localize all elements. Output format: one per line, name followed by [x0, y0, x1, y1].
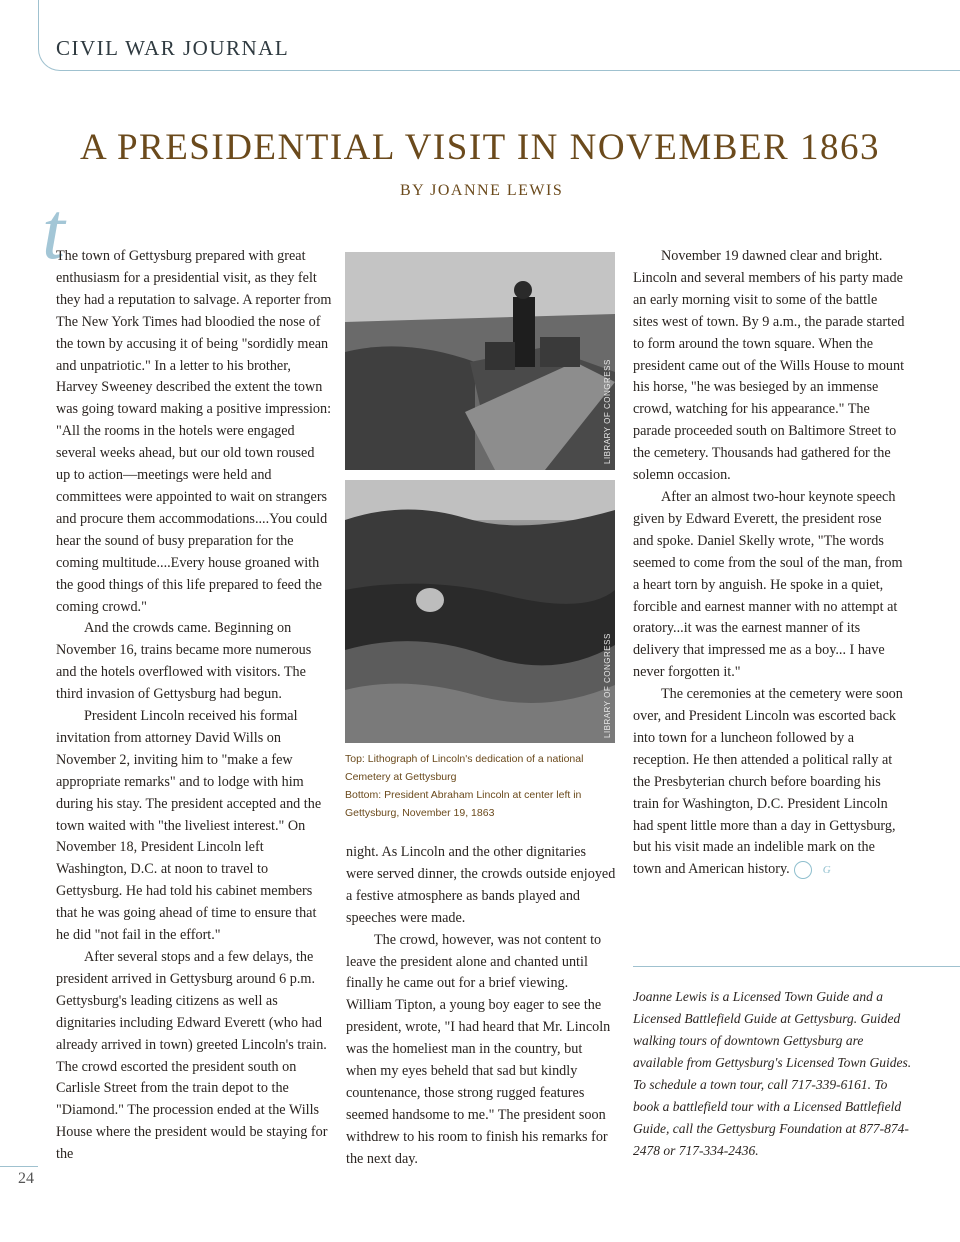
text-column-2 — [346, 842, 616, 1171]
text-column-3 — [633, 246, 905, 881]
page-number: 24 — [18, 1170, 34, 1187]
article-title: A PRESIDENTIAL VISIT IN NOVEMBER 1863 — [80, 127, 880, 168]
author-bio: Joanne Lewis is a Licensed Town Guide and a Licensed Battlefield Guide at Gettysburg. Guided walking tours of downtown Gettysburg are available from Gettysburg's Licensed Town Guides. To schedule a town tour, call 717-339-6161. To book a battlefield tour with a Licensed Battlefield Guide, call the Gettysburg Foundation at 877-874-2478 or 717-334-2436. — [633, 989, 912, 1158]
bio-divider — [633, 966, 960, 967]
photo-credit: LIBRARY OF CONGRESS — [603, 633, 612, 738]
crowd-photograph — [345, 480, 615, 743]
article-byline: BY JOANNE LEWIS — [400, 182, 564, 199]
lithograph-illustration — [345, 252, 615, 470]
paragraph: After several stops and a few delays, the president arrived in Gettysburg around 6 p.m. Gettysburg's leading citizens as well as dignitaries including Edward Everett (who had already arrived in town) greeted Lincoln's train. The crowd escorted the president south on Carlisle Street from the train depot to the "Diamond." The procession ended at the Wills House where the president would be staying for the — [56, 949, 328, 1163]
text-column-1 — [56, 246, 332, 1166]
end-mark-icon: G — [794, 861, 812, 879]
paragraph: The town of Gettysburg prepared with great enthusiasm for a presidential visit, as they felt they had a reputation to salvage. A reporter from The New York Times had bloodied the nose of the town by accusing it of being "sordidly mean and unpatriotic." In a letter to his brother, Harvey Sweeney described the extent the town was going toward making a positive impression: "All the rooms in the hotels were engaged several weeks ahead, but our old town roused up to action—meetings were held and committees were appointed to wait on strangers and procure them accommodations....You could hear the sound of busy preparation for the coming multitude....Every house groaned with the good things of this life prepared to feed the coming crowd." — [56, 248, 332, 615]
drop-cap: t — [42, 185, 65, 276]
caption-bottom: Bottom: President Abraham Lincoln at center left in Gettysburg, November 19, 1863 — [345, 789, 582, 819]
page-number-rule — [0, 1166, 38, 1167]
paragraph: And the crowds came. Beginning on November 16, trains became more numerous and the hotels overflowed with visitors. The third invasion of Gettysburg had begun. — [56, 620, 312, 703]
caption-top: Top: Lithograph of Lincoln's dedication of a national Cemetery at Gettysburg — [345, 753, 584, 783]
journal-title: CIVIL WAR JOURNAL — [56, 36, 290, 60]
paragraph: night. As Lincoln and the other dignitaries were served dinner, the crowds outside enjoyed a festive atmosphere as bands played and speeches were made. — [346, 844, 616, 926]
crowd-photo — [345, 480, 615, 743]
photo-caption — [345, 750, 625, 822]
photo-credit: LIBRARY OF CONGRESS — [603, 359, 612, 464]
paragraph — [633, 684, 905, 881]
paragraph: After an almost two-hour keynote speech given by Edward Everett, the president rose and spoke. Daniel Skelly wrote, "The words seemed to come from the soul of the man, from a heart torn by anguish. He spoke in a quiet, forcible and earnest manner with no attempt at oratory...it was the earnest manner of its delivery that impressed me as a boy... I have never forgotten it." — [633, 488, 903, 681]
paragraph-text: The ceremonies at the cemetery were soon over, and President Lincoln was escorted back into town for a luncheon followed by a reception. He then attended a political rally at the Presbyterian church before boarding his train for Washington, D.C. President Lincoln had spent little more than a day in Gettysburg, but his visit made an indelible mark on the town and American history. — [633, 686, 903, 878]
paragraph: The crowd, however, was not content to leave the president alone and chanted until finally he came out for a brief viewing. William Tipton, a young boy eager to see the president, wrote, "I had heard that Mr. Lincoln was the homeliest man in the country, but when my eyes beheld that sad but kindly countenance, those strong rugged features seemed handsome to me." The president soon withdrew to his room to finish his remarks for the next day. — [346, 931, 611, 1167]
paragraph: President Lincoln received his formal invitation from attorney David Wills on November 2, inviting him to "make a few appropriate remarks" and to lodge with him during his stay. The president accepted and the town waited with "the liveliest interest." On November 18, President Lincoln left Washington, D.C. at noon to travel to Gettysburg. He had told his cabinet members that he was going ahead of time to ensure that he did "not fail in the effort." — [56, 708, 322, 944]
lithograph-photo — [345, 252, 615, 470]
paragraph: November 19 dawned clear and bright. Lincoln and several members of his party made an early morning visit to some of the battle sites west of town. By 9 a.m., the parade started to form around the town square. When the president came out of the Wills House to mount his horse, "he was besieged by an immense crowd, watching for his appearance." The parade proceeded south on Baltimore Street to the cemetery. Thousands had gathered for the solemn occasion. — [633, 248, 905, 484]
